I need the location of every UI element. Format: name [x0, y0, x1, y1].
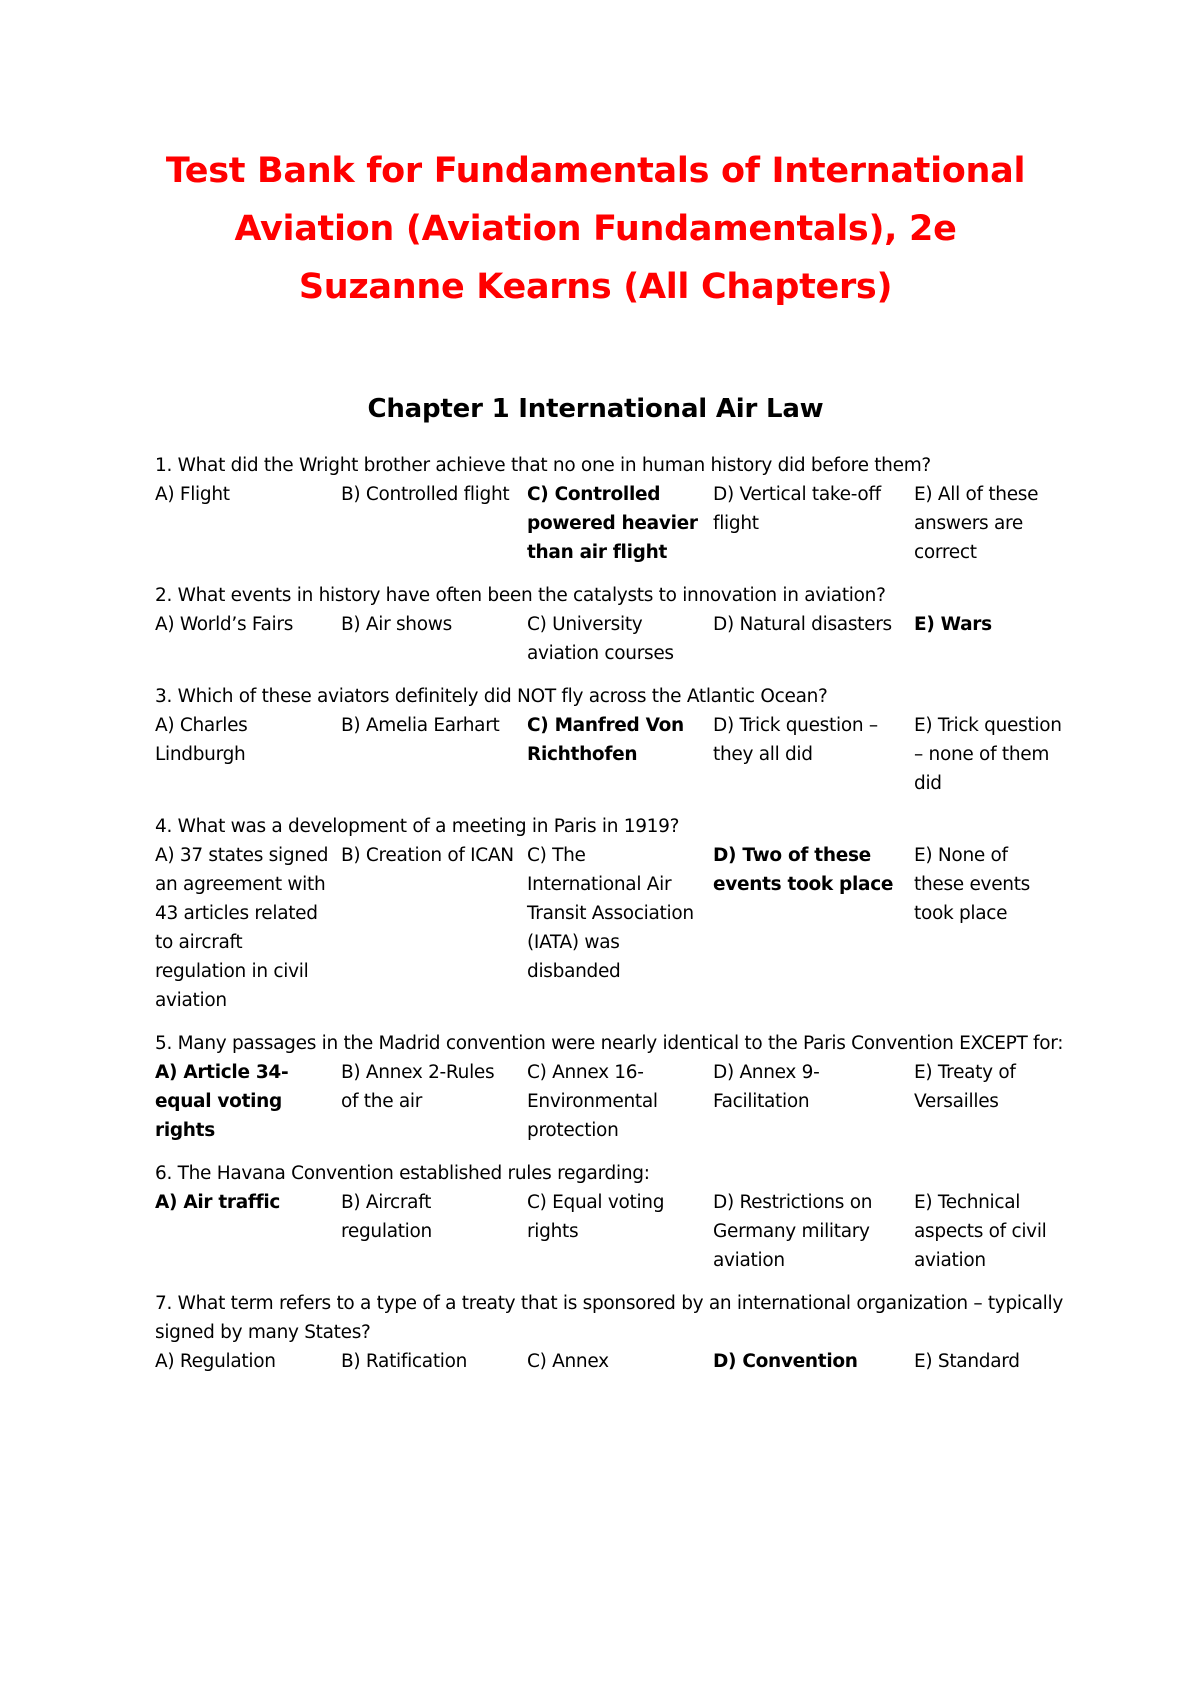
answer-option: B) Annex 2-Rules of the air [341, 1062, 495, 1112]
correct-answer-option: D) Convention [713, 1351, 858, 1372]
answer-option: B) Creation of ICAN [341, 845, 514, 866]
question-text: 2. What events in history have often been the catalysts to innovation in aviation? [155, 585, 886, 606]
answer-option: A) 37 states signed an agreement with 43 articles related to aircraft regulation in civil aviation [155, 845, 329, 1011]
question-item [155, 1029, 1075, 1145]
answer-options [155, 1058, 1075, 1145]
correct-answer-option: C) Manfred Von Richthofen [527, 715, 684, 765]
correct-answer-option: E) Wars [914, 614, 992, 635]
question-item [155, 1289, 1075, 1376]
answer-option: B) Ratification [341, 1351, 468, 1372]
question-text: 4. What was a development of a meeting in Paris in 1919? [155, 816, 680, 837]
answer-option: B) Aircraft regulation [341, 1192, 432, 1242]
document-title: Test Bank for Fundamentals of International Aviation (Aviation Fundamentals), 2e Suzanne Kearns (All Chapters) [165, 151, 1026, 307]
correct-answer-option: A) Article 34-equal voting rights [155, 1062, 289, 1141]
answer-option: A) Regulation [155, 1351, 276, 1372]
answer-option: D) Vertical take-off flight [713, 484, 881, 534]
question-text: 3. Which of these aviators definitely did NOT fly across the Atlantic Ocean? [155, 686, 828, 707]
answer-option: D) Natural disasters [713, 614, 892, 635]
question-item [155, 682, 1075, 798]
answer-option: C) The International Air Transit Association (IATA) was disbanded [527, 845, 694, 982]
correct-answer-option: C) Controlled powered heavier than air flight [527, 484, 698, 563]
answer-options [155, 610, 1075, 668]
correct-answer-option: A) Air traffic [155, 1192, 281, 1213]
answer-option: B) Controlled flight [341, 484, 510, 505]
answer-option: B) Amelia Earhart [341, 715, 500, 736]
answer-option: C) Equal voting rights [527, 1192, 665, 1242]
answer-option: A) Flight [155, 484, 230, 505]
answer-option: E) Trick question – none of them did [914, 715, 1062, 794]
correct-answer-option: D) Two of these events took place [713, 845, 894, 895]
chapter-title: Chapter 1 International Air Law [367, 394, 824, 424]
answer-option: B) Air shows [341, 614, 452, 635]
question-text: 5. Many passages in the Madrid convention were nearly identical to the Paris Convention EXCEPT for: [155, 1033, 1064, 1054]
answer-option: D) Restrictions on Germany military aviation [713, 1192, 873, 1271]
answer-option: D) Annex 9-Facilitation [713, 1062, 820, 1112]
answer-option: D) Trick question – they all did [713, 715, 878, 765]
answer-options [155, 480, 1075, 567]
question-text: 6. The Havana Convention established rules regarding: [155, 1163, 650, 1184]
answer-option: C) Annex [527, 1351, 609, 1372]
answer-options [155, 841, 1075, 1015]
answer-options [155, 1188, 1075, 1275]
answer-option: A) World’s Fairs [155, 614, 294, 635]
question-list [155, 451, 1075, 1390]
answer-option: E) Technical aspects of civil aviation [914, 1192, 1047, 1271]
question-item [155, 812, 1075, 1015]
answer-option: E) Standard [914, 1351, 1020, 1372]
answer-option: C) Annex 16-Environmental protection [527, 1062, 658, 1141]
answer-option: A) Charles Lindburgh [155, 715, 248, 765]
answer-option: C) University aviation courses [527, 614, 674, 664]
question-item [155, 581, 1075, 668]
question-text: 7. What term refers to a type of a treaty that is sponsored by an international organization – typically signed by many States? [155, 1293, 1064, 1343]
answer-option: E) None of these events took place [914, 845, 1030, 924]
question-text: 1. What did the Wright brother achieve that no one in human history did before them? [155, 455, 931, 476]
answer-option: E) Treaty of Versailles [914, 1062, 1016, 1112]
answer-options [155, 1347, 1075, 1376]
answer-options [155, 711, 1075, 798]
question-item [155, 1159, 1075, 1275]
answer-option: E) All of these answers are correct [914, 484, 1039, 563]
question-item [155, 451, 1075, 567]
